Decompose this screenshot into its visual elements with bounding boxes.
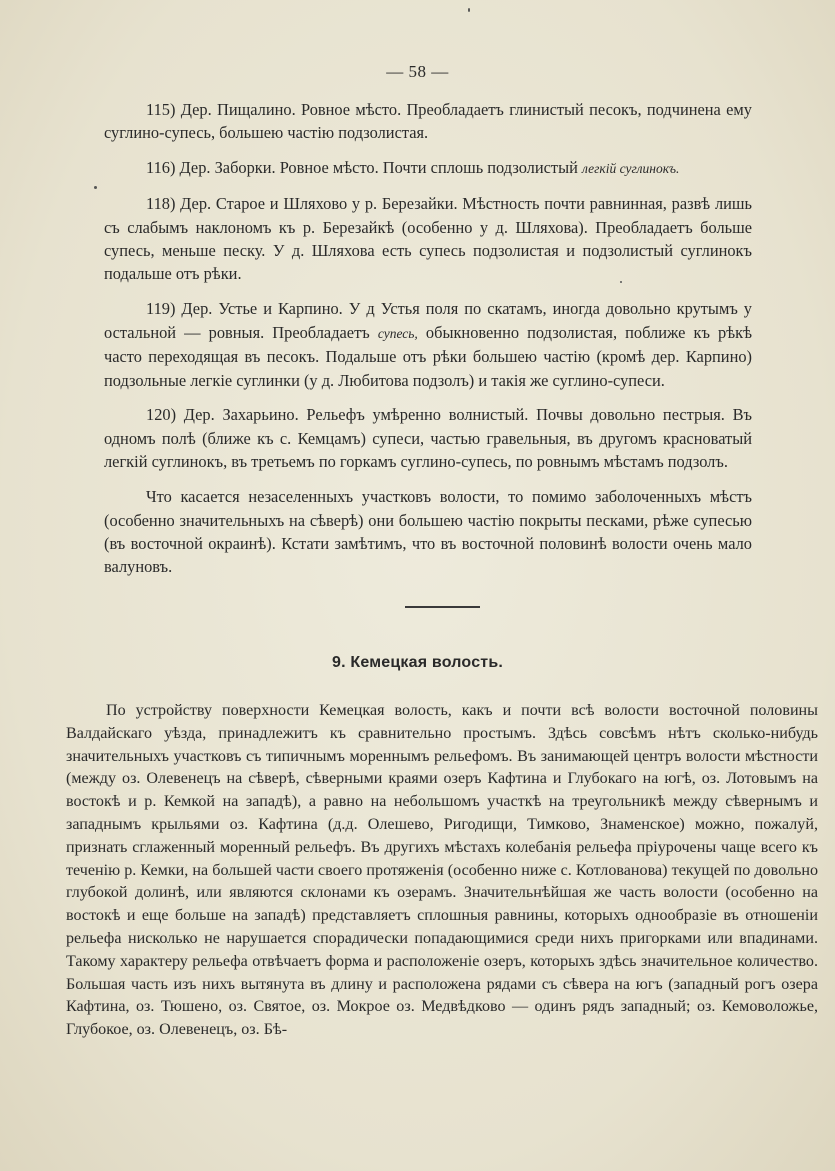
entry-116-text: 116) Дер. Заборки. Ровное мѣсто. Почти сплошь подзолистый (146, 158, 582, 178)
unsettled-areas-paragraph: Что касается незаселенныхъ участковъ волости, то помимо заболоченныхъ мѣстъ (особенно значительныхъ на сѣверѣ) они большею частію покрыты песками, рѣже супесью (въ восточной окраинѣ). Кстати замѣтимъ, что въ восточной половинѣ волости очень мало валуновъ. (104, 487, 752, 577)
entry-119-italic: супесь, (377, 325, 418, 341)
entry-119-text-b: обыкновенно подзолистая, поближе къ рѣкѣ часто переходящая въ песокъ. Подальше отъ рѣки большею частію (кромѣ дер. Карпино) подзольные легкіе суглинки (у д. Любитова подзолъ) и такія же суглино-супеси. (104, 322, 752, 390)
ink-speck (94, 186, 97, 189)
entry-119 (104, 297, 752, 392)
ink-speck (468, 8, 470, 12)
entry-120: 120) Дер. Захарьино. Рельефъ умѣренно волнистый. Почвы довольно пестрыя. Въ одномъ полѣ (ближе къ с. Кемцамъ) супеси, частью гравельныя, въ другомъ красноватый легкій суглинокъ, въ третьемъ по горкамъ суглино-супесь, по ровнымъ мѣстамъ подзолъ. (104, 405, 752, 472)
entry-116 (104, 156, 752, 180)
section-paragraph: По устройству поверхности Кемецкая волость, какъ и почти всѣ волости восточной половины Валдайскаго уѣзда, принадлежитъ къ сравнительно простымъ. Здѣсь совсѣмъ нѣтъ сколько-нибудь значительныхъ участковъ съ типичнымъ мореннымъ рельефомъ. Въ занимающей центръ волости мѣстности (между оз. Олевенецъ на сѣверѣ, сѣверными краями озеръ Кафтина и Глубокаго на югѣ, оз. Лотовымъ на востокѣ и р. Кемкой на западѣ), а равно на небольшомъ участкѣ на треугольникѣ между сѣвернымъ и западнымъ крыльями оз. Кафтина (д.д. Олешево, Ригодищи, Тимково, Знаменское) можно, пожалуй, признать сглаженный моренный рельефъ. Въ другихъ мѣстахъ колебанія рельефа пріурочены чаще всего къ теченію р. Кемки, на большей части своего протяженія (особенно ниже с. Котлованова) текущей по довольно глубокой долинѣ, или являются склонами къ озерамъ. Значительнѣйшая же часть волости (особенно на востокѣ и еще больше на западѣ) представляетъ сплошныя равнины, которыхъ однообразіе въ отношеніи рельефа нисколько не нарушается спорадически попадающимися среди нихъ пригорками или впадинами. Такому характеру рельефа отвѣчаетъ форма и расположеніе озеръ, которыхъ здѣсь значительное количество. Большая часть изъ нихъ вытянута въ длину и расположена рядами съ сѣвера на югъ (западный рогъ озера Кафтина, оз. Тюшено, оз. Святое, оз. Мокрое оз. Медвѣдково — одинъ рядъ западный; оз. Кемоволожье, Глубокое, оз. Олевенецъ, оз. Бѣ- (66, 702, 818, 1039)
section-body (66, 700, 818, 1042)
village-entries (104, 98, 752, 579)
section-divider (405, 606, 480, 608)
entry-116-italic: легкій суглинокъ. (581, 161, 680, 177)
section-heading: 9. Кемецкая волость. (331, 654, 504, 671)
page-number: — 58 — (386, 62, 449, 81)
ink-speck (620, 281, 622, 283)
entry-115: 115) Дер. Пищалино. Ровное мѣсто. Преобладаетъ глинистый песокъ, подчинена ему суглино-супесь, большею частію подзолистая. (104, 100, 752, 143)
entry-118: 118) Дер. Старое и Шляхово у р. Березайки. Мѣстность почти равнинная, развѣ лишь съ слабымъ наклономъ къ р. Березайкѣ (особенно у д. Шляхова). Преобладаетъ больше супесь, меньше песку. У д. Шляхова есть супесь подзолистая и подзолистый суглинокъ подальше отъ рѣки. (104, 194, 752, 284)
entry-119-text-a: 119) Дер. Устье и Карпино. У д Устья поля по скатамъ, иногда довольно крутымъ у остальной — ровныя. Преобладаетъ (104, 299, 752, 342)
